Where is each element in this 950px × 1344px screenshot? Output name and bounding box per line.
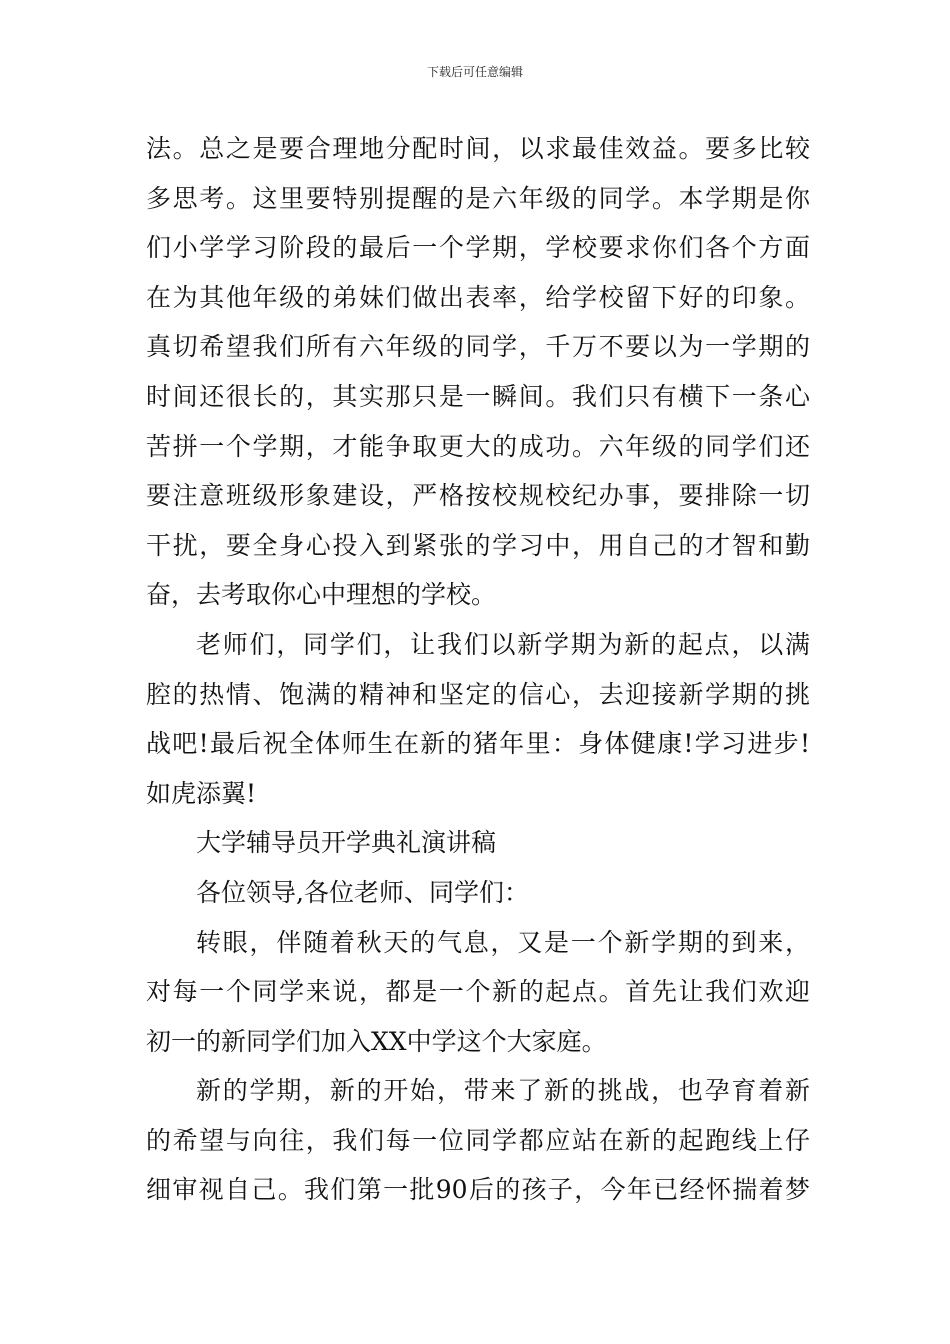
- text-line: 新的学期，新的开始，带来了新的挑战，也孕育着新: [196, 1076, 810, 1106]
- text-line: 腔的热情、饱满的精神和坚定的信心，去迎接新学期的挑: [146, 679, 810, 709]
- text-line: 真切希望我们所有六年级的同学，千万不要以为一学期的: [146, 332, 810, 362]
- text-line: 法。总之是要合理地分配时间，以求最佳效益。要多比较: [146, 134, 810, 163]
- text-line: 对每一个同学来说，都是一个新的起点。首先让我们欢迎: [146, 977, 810, 1007]
- text-line: 的希望与向往，我们每一位同学都应站在新的起跑线上仔: [146, 1125, 810, 1155]
- text-line: 奋，去考取你心中理想的学校。: [146, 580, 497, 610]
- text-line: 如虎添翼!: [146, 778, 257, 808]
- page-header: 下载后可任意编辑: [426, 65, 523, 79]
- document-body: [146, 124, 810, 1215]
- text-line: 时间还很长的，其实那只是一瞬间。我们只有横下一条心: [146, 381, 810, 411]
- text-line: 多思考。这里要特别提醒的是六年级的同学。本学期是你: [146, 183, 810, 213]
- text-line: 战吧!最后祝全体师生在新的猪年里：身体健康!学习进步!: [146, 729, 810, 759]
- text-line: 在为其他年级的弟妹们做出表率，给学校留下好的印象。: [146, 282, 810, 312]
- text-line: 各位领导,各位老师、同学们：: [196, 877, 529, 907]
- text-line: 要注意班级形象建设，严格按校规校纪办事，要排除一切: [146, 481, 810, 511]
- text-line: 干扰，要全身心投入到紧张的学习中，用自己的才智和勤: [146, 530, 810, 560]
- text-line: 转眼，伴随着秋天的气息，又是一个新学期的到来，: [196, 927, 810, 957]
- text-line: 细审视自己。我们第一批90后的孩子，今年已经怀揣着梦: [146, 1175, 810, 1205]
- text-line: 初一的新同学们加入XX中学这个大家庭。: [146, 1026, 607, 1056]
- text-line: 大学辅导员开学典礼演讲稿: [196, 828, 497, 858]
- text-line: 们小学学习阶段的最后一个学期，学校要求你们各个方面: [146, 233, 810, 263]
- text-line: 苦拼一个学期，才能争取更大的成功。六年级的同学们还: [146, 431, 810, 461]
- text-line: 老师们，同学们，让我们以新学期为新的起点，以满: [196, 629, 810, 659]
